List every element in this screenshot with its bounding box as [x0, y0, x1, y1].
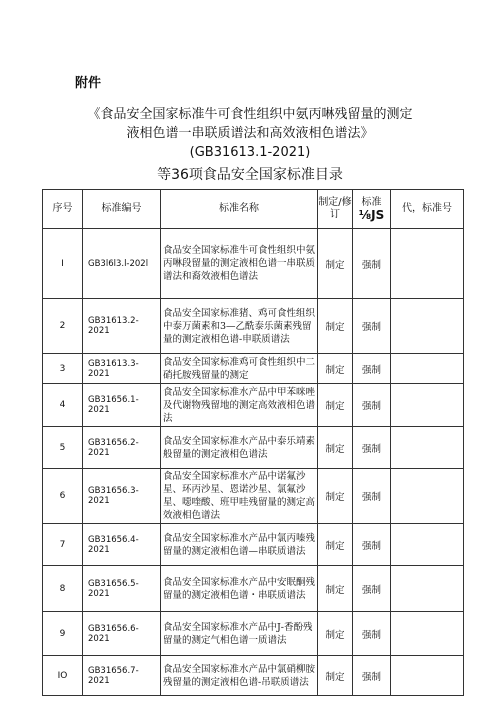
- table-row: [43, 229, 464, 299]
- row-name: 食品安全国家标准牛可食性组织中氨丙啉段留量的测定液相色谱一串联质谱法和裔效液相色谱法: [161, 229, 318, 299]
- row-code: GB31656.5-2021: [83, 566, 161, 612]
- row-replace: [391, 656, 464, 696]
- row-prop: 强制: [353, 566, 391, 612]
- header-prop-line2: ⅛JS: [358, 208, 385, 222]
- header-code: 标准编号: [83, 190, 161, 229]
- row-code: GB31656.4-2021: [83, 524, 161, 566]
- document-subtitle: 等36项食品安全国家标准目录: [157, 167, 343, 183]
- row-code: GB31656.6-2021: [83, 612, 161, 656]
- document-title-line-3: (GB31613.1-2021): [189, 145, 311, 160]
- header-type: 制定/修订: [318, 190, 353, 229]
- row-code: GB31656.3-2021: [83, 469, 161, 524]
- row-replace: [391, 354, 464, 384]
- standards-table: [42, 189, 464, 696]
- row-code: GB31656.1-2021: [83, 384, 161, 427]
- row-name: 食品安全国家标准水产品中氯丙嗪残留量的测定液相色谱—串联质谱法: [161, 524, 318, 566]
- row-name: 食品安全国家标准猪、鸡可食性组织中泰万菌素和3—乙酰泰乐菌素残留量的测定液相色谱-申联质谱法: [161, 299, 318, 354]
- row-no: 3: [43, 354, 83, 384]
- row-prop: 强制: [353, 524, 391, 566]
- row-type: 制定: [318, 299, 353, 354]
- row-replace: [391, 524, 464, 566]
- row-prop: 强制: [353, 299, 391, 354]
- row-replace: [391, 384, 464, 427]
- row-name: 食品安全国家标准水产品中诺氟沙星、环丙沙星、恩诺沙星、氯氟沙星、噁喹酸、班甲哇残留量的测定高效液相色谱法: [161, 469, 318, 524]
- table-row: [43, 384, 464, 427]
- table-row: [43, 469, 464, 524]
- row-name: 食品安全国家标准水产品中氯硝柳胺残留量的测定液相色谱-吊联质谱法: [161, 656, 318, 696]
- row-no: 4: [43, 384, 83, 427]
- row-no: 7: [43, 524, 83, 566]
- document-title-line-2: 液相色谱一串联质谱法和高效液相色谱法》: [126, 126, 374, 141]
- table-row: [43, 299, 464, 354]
- table-row: [43, 656, 464, 696]
- row-no: IO: [43, 656, 83, 696]
- row-replace: [391, 229, 464, 299]
- table-row: [43, 612, 464, 656]
- table-row: [43, 354, 464, 384]
- row-type: 制定: [318, 612, 353, 656]
- row-type: 制定: [318, 354, 353, 384]
- row-name: 食品安全国家标准鸡可食性组织中二硝托胺残留量的测定: [161, 354, 318, 384]
- row-no: 5: [43, 427, 83, 469]
- document-title-line-1: 《食品安全国家标准牛可食性组织中氨丙啉残留量的测定: [87, 107, 413, 122]
- row-code: GB3l6l3.l-202l: [83, 229, 161, 299]
- row-prop: 强制: [353, 384, 391, 427]
- row-type: 制定: [318, 229, 353, 299]
- row-type: 制定: [318, 524, 353, 566]
- row-prop: 强制: [353, 427, 391, 469]
- row-no: 8: [43, 566, 83, 612]
- attachment-label: 附件: [75, 76, 102, 91]
- row-no: 2: [43, 299, 83, 354]
- table-row: [43, 427, 464, 469]
- row-replace: [391, 469, 464, 524]
- row-prop: 强制: [353, 612, 391, 656]
- row-type: 制定: [318, 469, 353, 524]
- header-name: 标准名称: [161, 190, 318, 229]
- row-code: GB31656.2-2021: [83, 427, 161, 469]
- table-header-row: [43, 190, 464, 229]
- row-no: 6: [43, 469, 83, 524]
- row-prop: 强制: [353, 229, 391, 299]
- row-replace: [391, 612, 464, 656]
- row-type: 制定: [318, 384, 353, 427]
- row-code: GB31613.2-2021: [83, 299, 161, 354]
- row-type: 制定: [318, 427, 353, 469]
- table-row: [43, 524, 464, 566]
- row-prop: 强制: [353, 656, 391, 696]
- row-type: 制定: [318, 656, 353, 696]
- row-name: 食品安全国家标准水产品中安眠酮残留量的测定液相色谱・串联质谱法: [161, 566, 318, 612]
- row-replace: [391, 427, 464, 469]
- row-code: GB31656.7-2021: [83, 656, 161, 696]
- row-no: I: [43, 229, 83, 299]
- row-prop: 强制: [353, 354, 391, 384]
- header-prop-line1: 标准: [361, 197, 382, 208]
- table-row: [43, 566, 464, 612]
- row-name: 食品安全国家标准水产品中J-香酚残留量的测定气相色谱一质谱法: [161, 612, 318, 656]
- row-prop: 强制: [353, 469, 391, 524]
- header-replace: 代，标准号: [391, 190, 464, 229]
- row-replace: [391, 299, 464, 354]
- row-name: 食品安全国家标准水产品中甲苯咪唑及代谢物残留地的测定高效液相色谱法: [161, 384, 318, 427]
- row-name: 食品安全国家标准水产品中泰乐靖素般留量的测定液相色谱法: [161, 427, 318, 469]
- row-replace: [391, 566, 464, 612]
- header-no: 序号: [43, 190, 83, 229]
- row-type: 制定: [318, 566, 353, 612]
- header-prop: [353, 190, 391, 229]
- row-code: GB31613.3-2021: [83, 354, 161, 384]
- row-no: 9: [43, 612, 83, 656]
